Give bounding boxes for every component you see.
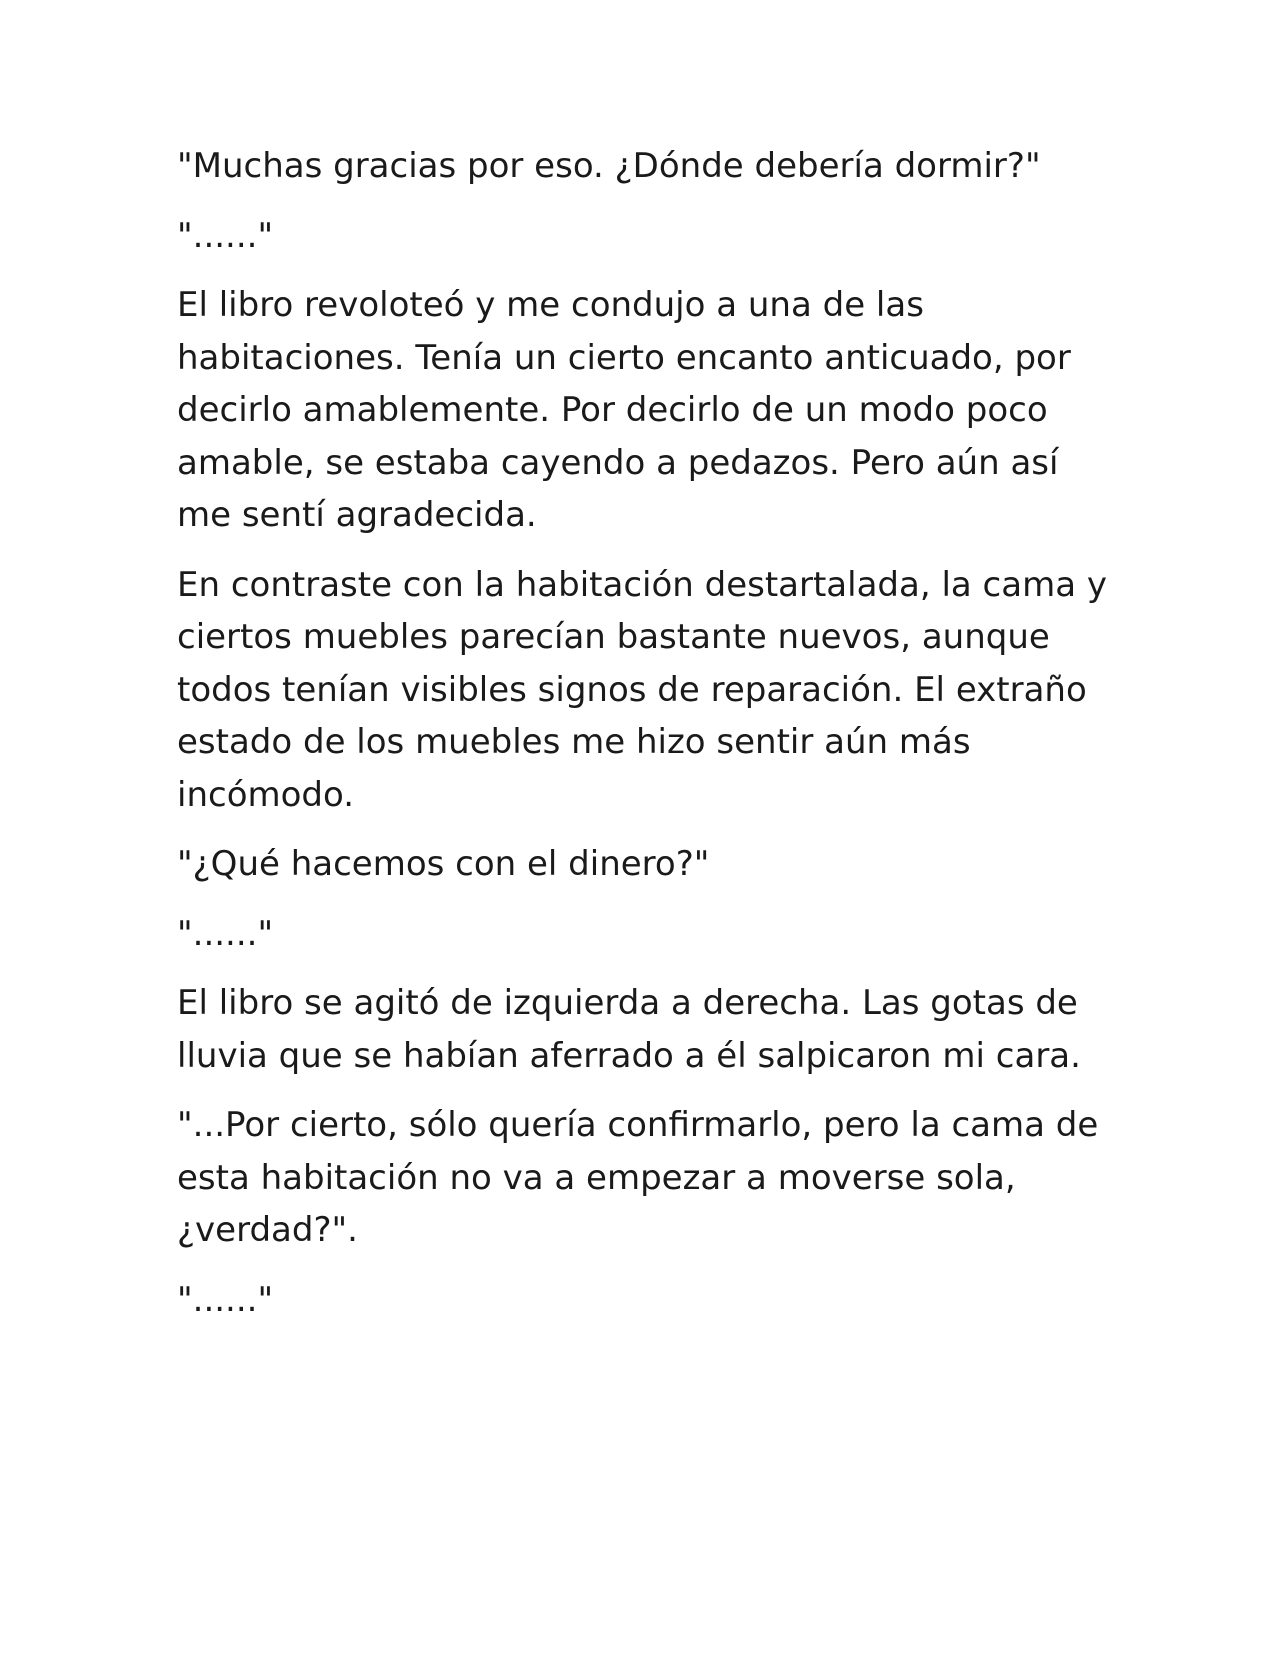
dialogue-paragraph: "¿Qué hacemos con el dinero?" bbox=[177, 844, 710, 884]
dialogue-paragraph: "...Por cierto, sólo quería confirmarlo, pero la cama de esta habitación no va a empezar a moverse sola, ¿verdad?". bbox=[177, 1105, 1099, 1250]
dialogue-paragraph: "......" bbox=[177, 913, 274, 954]
document-page bbox=[177, 140, 1117, 1343]
narration-paragraph: En contraste con la habitación destartalada, la cama y ciertos muebles parecían bastante nuevos, aunque todos tenían visibles signos de reparación. El extraño estado de los muebles me hizo sentir aún más incómodo. bbox=[177, 564, 1107, 815]
narration-paragraph: El libro revoloteó y me condujo a una de las habitaciones. Tenía un cierto encanto anticuado, por decirlo amablemente. Por decirlo de un modo poco amable, se estaba cayendo a pedazos. Pero aún así me sentí agradecida. bbox=[177, 285, 1071, 535]
narration-paragraph: El libro se agitó de izquierda a derecha. Las gotas de lluvia que se habían aferrado a él salpicaron mi cara. bbox=[177, 983, 1081, 1076]
dialogue-paragraph: "......" bbox=[177, 215, 274, 256]
dialogue-paragraph: "......" bbox=[177, 1279, 274, 1320]
dialogue-paragraph: "Muchas gracias por eso. ¿Dónde debería dormir?" bbox=[177, 146, 1041, 186]
